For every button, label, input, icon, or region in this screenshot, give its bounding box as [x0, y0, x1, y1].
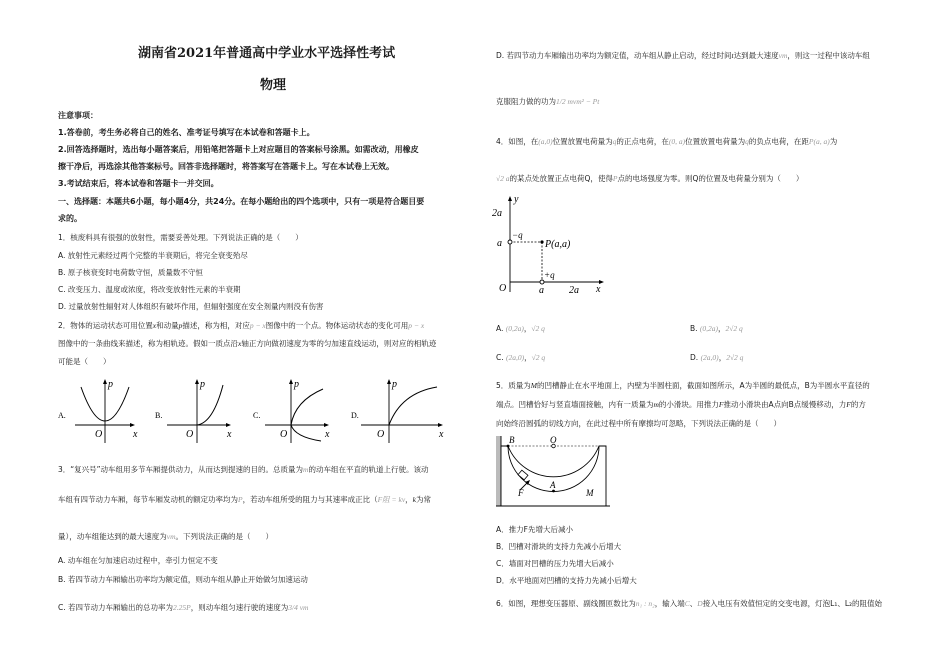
var-x: x: [238, 339, 242, 348]
q3-text: 车组有四节动力车厢，每节车厢发动机的额定功率均为: [58, 495, 238, 504]
q3-line3: [58, 531, 273, 542]
terminal-d: D: [697, 599, 703, 608]
q3-line2: [58, 494, 431, 505]
fig4-2a-y: 2a: [492, 208, 502, 219]
q2-graph-a-label: A.: [58, 411, 66, 420]
option-letter: C.: [496, 353, 504, 362]
q3-line1: [58, 464, 428, 475]
q3-option-d-cont: [496, 96, 599, 107]
q6-text: 接入电压有效值恒定的交变电源，灯泡L₁、L₂的阻值始: [702, 599, 883, 608]
fig4-point: P(a,a): [545, 239, 571, 250]
notice-item-2: 2.回答选择题时，选出每小题答案后，用铅笔把答题卡上对应题目的答案标号涂黑。如需改动，用橡皮: [58, 145, 419, 154]
q3-text: 。下列说法正确的是（ ）: [175, 532, 273, 541]
notice-item-2-cont: 擦干净后，再选涂其他答案标号。回答非选择题时，将答案写在答题卡上。写在本试卷上无效。: [58, 162, 394, 171]
q2-text: 图像中的一个点。物体运动状态的变化可用: [265, 321, 409, 330]
q3-text: ，若动车组所受的阻力与其速率成正比（: [242, 495, 378, 504]
var-p: P: [612, 174, 618, 183]
terminal-c: C: [684, 599, 690, 608]
q3-text: 的动车组在平直的轨道上行驶。该动: [308, 465, 429, 474]
q6-line1: 6．如图，理想变压器原、副线圈匝数比为n₁ : n₂，输入端C、D接入电压有效值恒定的交变电源，灯泡L₁、L₂的阻值始: [496, 599, 883, 608]
q5-option-a: A．推力F先增大后减小: [496, 525, 573, 534]
option-pos: (0,2a): [699, 324, 719, 333]
formula-drag: F阻 = kv: [377, 495, 406, 504]
q5-line1: [496, 380, 870, 391]
q5-text: 的小滑块。用推力: [658, 400, 719, 409]
q4-text: 为: [829, 137, 838, 146]
q2-graph-c-x: x: [325, 429, 330, 440]
var-p: p: [178, 321, 183, 330]
q3-option-d: [496, 50, 870, 61]
fig4-x: x: [596, 284, 601, 295]
q2-graph-a-x: x: [133, 429, 138, 440]
q2-text: 轴正方向做初速度为零的匀加速直线运动，则对应的相轨迹: [241, 339, 437, 348]
q3-option-c: [58, 602, 308, 613]
q3-text: 3．“复兴号”动车组用多节车厢提供动力，从而达到提速的目的。总质量为: [58, 465, 304, 474]
fig4-o: O: [499, 283, 507, 294]
q2-graph-a: [58, 379, 138, 443]
q5-line3: 向始终沿圆弧的切线方向，在此过程中所有摩擦均可忽略，下列说法正确的是（ ）: [496, 419, 781, 428]
option-charge: 2√2 q: [725, 324, 743, 333]
fig4-neg-q: −q: [512, 230, 523, 240]
turn-ratio: n₁ : n₂: [635, 599, 655, 608]
fig4-y: y: [514, 194, 519, 205]
speed-expr: 3/4 vm: [288, 603, 309, 612]
q4-line1: [496, 136, 837, 147]
option-charge: 2√2 q: [726, 353, 744, 362]
q2-line1: [58, 320, 424, 331]
q2-line2: [58, 338, 436, 349]
var-m: m: [653, 400, 659, 409]
work-formula: 1/2 mvm² − Pt: [556, 97, 600, 106]
q5-text: 端点。凹槽恰好与竖直墙面接触，内有一质量为: [496, 400, 654, 409]
notice-item-1: 1.答卷前，考生务必将自己的姓名、准考证号填写在本试卷和答题卡上。: [58, 128, 315, 137]
fig5-f: F: [518, 488, 524, 498]
option-charge: √2 q: [531, 324, 545, 333]
q2-graph-b-o: O: [186, 429, 194, 440]
q3-text: 量），动车组能达到的最大速度为: [58, 532, 167, 541]
q5-text: 推动小滑块由A点向B点缓慢移动，力: [723, 400, 847, 409]
var-px: p − x: [408, 321, 425, 330]
q5-text: 5．质量为: [496, 381, 531, 390]
q3-text: ，: [405, 495, 413, 504]
q1-option-b: B. 原子核衰变时电荷数守恒，质量数不守恒: [58, 268, 203, 277]
var-f: F: [846, 400, 851, 409]
q3-text: 达到最大速度: [733, 51, 779, 60]
section1-line2: 求的。: [58, 214, 82, 223]
option-letter: B.: [690, 324, 698, 333]
option-charge: √2 q: [531, 353, 546, 362]
q2-graph-c-label: C.: [253, 411, 261, 420]
fig4-a-y: a: [497, 238, 502, 249]
option-pos: (2a,0): [700, 353, 719, 362]
q3-option-b: B. 若四节动力车厢输出功率均为额定值，则动车组从静止开始做匀加速运动: [58, 575, 308, 584]
var-q: q: [745, 137, 749, 146]
q2-graph-a-p: p: [108, 379, 113, 390]
q5-option-d: D．水平地面对凹槽的支持力先减小后增大: [496, 576, 637, 585]
q2-graph-d-p: p: [392, 379, 397, 390]
point-p: P(a, a): [808, 137, 830, 146]
page-title: 湖南省2021年普通高中学业水平选择性考试: [138, 46, 396, 61]
var-vm: vm: [778, 51, 788, 60]
q2-graph-b-label: B.: [155, 411, 163, 420]
q2-graph-b-p: p: [200, 379, 205, 390]
pos-1: (a,0): [538, 137, 553, 146]
var-m: m: [303, 465, 309, 474]
q2-graph-d-x: x: [439, 429, 444, 440]
q3-text: ，则这一过程中该动车组: [787, 51, 870, 60]
q2-graph-b-x: x: [227, 429, 232, 440]
q2-text: 2．物体的运动状态可用位置: [58, 321, 153, 330]
q2-line3: 可能是（ ）: [58, 357, 111, 366]
fig5-a: A: [550, 480, 556, 490]
q4-option-a: A. (0,2a)，√2 q: [496, 324, 545, 333]
notice-heading: 注意事项：: [58, 111, 98, 120]
q1-option-a: A. 放射性元素经过两个完整的半衰期后，将完全衰变殆尽: [58, 251, 248, 260]
q3-text: 为常: [416, 495, 431, 504]
option-letter: D.: [690, 353, 699, 362]
pos-2: (0, a): [668, 137, 686, 146]
q4-option-b: B. (0,2a)，2√2 q: [690, 324, 743, 333]
q4-text: 的正点电荷，在: [616, 137, 669, 146]
section1-line1: 一、选择题：本题共6小题，每小题4分，共24分。在每小题给出的四个选项中，只有一项是符合题目要: [58, 197, 425, 206]
q2-graph-d-o: O: [377, 429, 385, 440]
q2-text: 描述，称为相，对应: [182, 321, 250, 330]
var-t: t: [731, 51, 734, 60]
q3-text: D. 若四节动力车厢输出功率均为额定值，动车组从静止启动，经过时间: [496, 51, 732, 60]
var-k: k: [412, 495, 416, 504]
q4-option-d: D. (2a,0)，2√2 q: [690, 353, 744, 362]
q3-text: ，则动车组匀速行驶的速度为: [190, 603, 289, 612]
q5-line2: [496, 399, 866, 410]
option-pos: (0,2a): [505, 324, 524, 333]
fig4-a-x: a: [539, 285, 544, 296]
q4-text: 位置放置电荷量为: [552, 137, 613, 146]
q2-text: 和动量: [156, 321, 179, 330]
option-pos: (2a,0): [506, 353, 525, 362]
q2-graph-d-label: D.: [351, 411, 359, 420]
fig5-o: O: [550, 435, 557, 445]
q3-option-a: A. 动车组在匀加速启动过程中，牵引力恒定不变: [58, 556, 218, 565]
q2-graph-c: [253, 379, 330, 443]
q1-stem: 1．核废料具有很强的放射性，需要妥善处理。下列说法正确的是（ ）: [58, 233, 303, 242]
var-px: p − x: [249, 321, 266, 330]
q2-text: 图像中的一条曲线来描述，称为相轨迹。假如一质点沿: [58, 339, 238, 348]
q2-graph-c-o: O: [280, 429, 288, 440]
var-f: F: [718, 400, 724, 409]
q6-text: ，输入端: [654, 599, 685, 608]
q1-option-d: D. 过量放射性辐射对人体组织有破坏作用，但辐射强度在安全剂量内则没有伤害: [58, 302, 324, 311]
q5-option-c: C．墙面对凹槽的压力先增大后减小: [496, 559, 614, 568]
q4-option-c: C. (2a,0)，√2 q: [496, 353, 546, 362]
total-power: 2.25P: [173, 603, 191, 612]
q4-line2: [496, 173, 803, 184]
fig5-m: M: [586, 488, 594, 498]
fig4-2a-x: 2a: [569, 285, 579, 296]
q2-graphs: [55, 375, 450, 445]
q2-graph-d: [351, 379, 444, 443]
q2-graph-b: [155, 379, 232, 443]
q4-text: 点的电场强度为零。则Q的位置及电荷量分别为（ ）: [617, 174, 804, 183]
q4-text: 的负点电荷，在距: [748, 137, 809, 146]
subject-title: 物理: [260, 78, 287, 93]
distance: √2 a: [496, 174, 510, 183]
q6-text: 6．如图，理想变压器原、副线圈匝数比为: [496, 599, 636, 608]
q1-option-c: C. 改变压力、温度或浓度，将改变放射性元素的半衰期: [58, 285, 241, 294]
fig4-pos-q: +q: [544, 270, 555, 280]
option-letter: A.: [496, 324, 504, 333]
notice-item-3: 3.考试结束后，将本试卷和答题卡一并交回。: [58, 179, 219, 188]
q4-text: 的某点处放置正点电荷Q，使得: [509, 174, 613, 183]
q3-text: C. 若四节动力车厢输出的总功率为: [58, 603, 174, 612]
q5-option-b: B．凹槽对滑块的支持力先减小后增大: [496, 542, 622, 551]
fig5-b: B: [509, 435, 515, 445]
q5-figure: [492, 432, 612, 512]
q2-graph-c-p: p: [294, 379, 299, 390]
q2-graph-a-o: O: [95, 429, 103, 440]
var-vm: vm: [166, 532, 176, 541]
var-p: P: [238, 495, 243, 504]
q5-text: 的凹槽静止在水平地面上，内壁为半圆柱面，截面如图所示，A为半圆的最低点，B为半圆水平直径的: [537, 381, 870, 390]
var-q: q: [612, 137, 617, 146]
q3-text: 克服阻力做的功为: [496, 97, 556, 106]
q4-figure: [490, 192, 620, 296]
q4-text: 4．如图，在: [496, 137, 539, 146]
var-m-big: M: [530, 381, 538, 390]
q5-text: 的方: [850, 400, 866, 409]
q4-text: 位置放置电荷量为: [685, 137, 746, 146]
var-x: x: [152, 321, 157, 330]
